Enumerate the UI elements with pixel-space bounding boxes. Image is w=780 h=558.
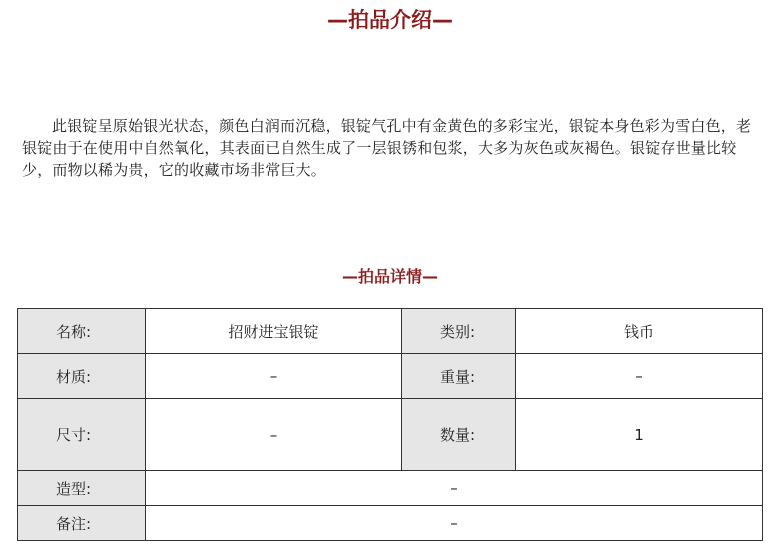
category-value: 钱币: [516, 309, 763, 354]
details-table: [17, 308, 763, 541]
size-value: –: [146, 399, 402, 471]
table-row: [18, 506, 763, 541]
table-row: [18, 354, 763, 399]
material-value: –: [146, 354, 402, 399]
category-label: 类别:: [402, 309, 516, 354]
weight-value: –: [516, 354, 763, 399]
intro-section-title: —拍品介绍—: [327, 8, 453, 32]
note-label: 备注:: [18, 506, 146, 541]
name-label: 名称:: [18, 309, 146, 354]
shape-label: 造型:: [18, 471, 146, 506]
table-row: [18, 309, 763, 354]
quantity-label: 数量:: [402, 399, 516, 471]
quantity-value: 1: [516, 399, 763, 471]
table-row: [18, 399, 763, 471]
details-section-title: —拍品详情—: [341, 267, 438, 286]
size-label: 尺寸:: [18, 399, 146, 471]
shape-value: –: [146, 471, 763, 506]
table-row: [18, 471, 763, 506]
weight-label: 重量:: [402, 354, 516, 399]
name-value: 招财进宝银锭: [146, 309, 402, 354]
note-value: –: [146, 506, 763, 541]
intro-paragraph: 此银锭呈原始银光状态，颜色白润而沉稳，银锭气孔中有金黄色的多彩宝光，银锭本身色彩为雪白色，老银锭由于在使用中自然氧化，其表面已自然生成了一层银锈和包浆，大多为灰色或灰褐色。银锭存世量比较少，而物以稀为贵，它的收藏市场非常巨大。: [22, 117, 752, 179]
material-label: 材质:: [18, 354, 146, 399]
